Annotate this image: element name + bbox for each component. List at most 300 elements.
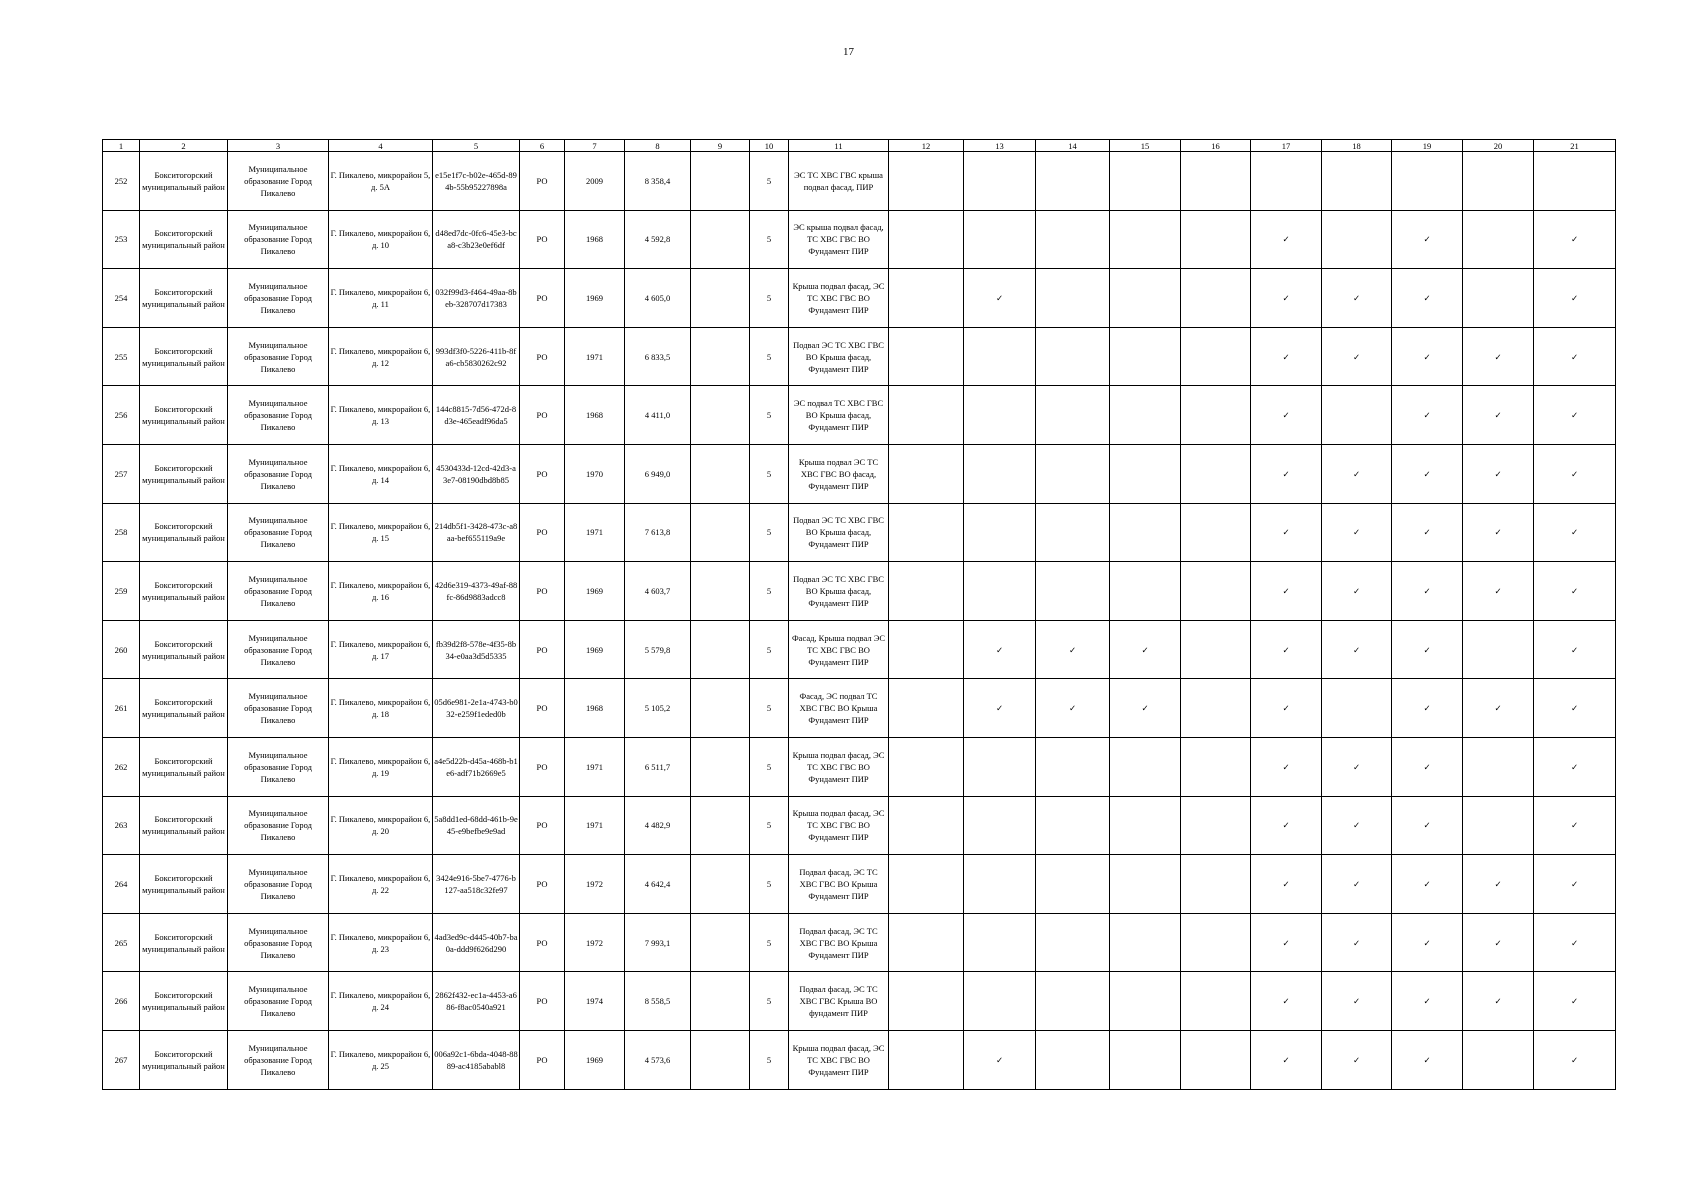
column-number-9: 9 [691, 140, 750, 152]
checkmark-icon: ✓ [1423, 644, 1431, 655]
fund-form-cell: РО [520, 444, 565, 503]
work-cell-col-21 [1534, 855, 1616, 914]
work-cell-col-16 [1181, 152, 1251, 211]
work-cell-col-18 [1322, 855, 1392, 914]
checkmark-icon: ✓ [1494, 703, 1502, 714]
work-cell-col-12 [889, 737, 964, 796]
work-cell-col-18 [1322, 269, 1392, 328]
work-cell-col-19 [1392, 503, 1463, 562]
work-cell-col-13 [964, 503, 1036, 562]
work-cell-col-15 [1110, 679, 1181, 738]
works-list-cell: Крыша подвал фасад, ЭС ТС ХВС ГВС ВО Фундамент ПИР [789, 269, 889, 328]
column-number-2: 2 [140, 140, 228, 152]
table-row [103, 444, 1616, 503]
work-cell-col-19 [1392, 327, 1463, 386]
build-year-cell: 1969 [565, 562, 625, 621]
work-cell-col-16 [1181, 327, 1251, 386]
checkmark-icon: ✓ [1423, 468, 1431, 479]
work-cell-col-21 [1534, 972, 1616, 1031]
work-cell-col-21 [1534, 269, 1616, 328]
checkmark-icon: ✓ [1068, 644, 1077, 655]
column-9-cell [691, 327, 750, 386]
fund-form-cell: РО [520, 1030, 565, 1089]
work-cell-col-14 [1036, 152, 1110, 211]
floors-cell: 5 [750, 796, 789, 855]
checkmark-icon: ✓ [1423, 878, 1431, 889]
address-cell: Г. Пикалево, микрорайон 6, д. 13 [329, 386, 433, 445]
work-cell-col-14 [1036, 444, 1110, 503]
checkmark-icon: ✓ [1570, 1054, 1579, 1065]
checkmark-icon: ✓ [1423, 937, 1431, 948]
work-cell-col-12 [889, 855, 964, 914]
address-cell: Г. Пикалево, микрорайон 6, д. 23 [329, 913, 433, 972]
work-cell-col-19 [1392, 972, 1463, 1031]
work-cell-col-15 [1110, 620, 1181, 679]
work-cell-col-13 [964, 386, 1036, 445]
work-cell-col-15 [1110, 972, 1181, 1031]
table-row [103, 737, 1616, 796]
total-area-cell: 4 482,9 [625, 796, 691, 855]
fund-form-cell: РО [520, 679, 565, 738]
table-row [103, 972, 1616, 1031]
total-area-cell: 4 642,4 [625, 855, 691, 914]
house-guid-cell: 3424e916-5be7-4776-b127-aa518c32fe97 [433, 855, 520, 914]
column-number-16: 16 [1181, 140, 1251, 152]
address-cell: Г. Пикалево, микрорайон 6, д. 24 [329, 972, 433, 1031]
checkmark-icon: ✓ [1570, 527, 1579, 538]
total-area-cell: 4 573,6 [625, 1030, 691, 1089]
works-list-cell: ЭС ТС ХВС ГВС крыша подвал фасад, ПИР [789, 152, 889, 211]
work-cell-col-13 [964, 269, 1036, 328]
house-guid-cell: 05d6e981-2e1a-4743-b032-e259f1eded0b [433, 679, 520, 738]
checkmark-icon: ✓ [1352, 644, 1361, 655]
row-number: 252 [103, 152, 140, 211]
work-cell-col-18 [1322, 620, 1392, 679]
checkmark-icon: ✓ [1570, 644, 1579, 655]
checkmark-icon: ✓ [1423, 820, 1431, 831]
checkmark-icon: ✓ [1423, 292, 1431, 303]
work-cell-col-17 [1251, 796, 1322, 855]
work-cell-col-21 [1534, 503, 1616, 562]
work-cell-col-15 [1110, 1030, 1181, 1089]
column-9-cell [691, 444, 750, 503]
checkmark-icon: ✓ [1282, 878, 1290, 889]
checkmark-icon: ✓ [1570, 585, 1579, 596]
column-number-4: 4 [329, 140, 433, 152]
works-list-cell: Подвал фасад, ЭС ТС ХВС ГВС ВО Крыша Фундамент ПИР [789, 913, 889, 972]
checkmark-icon: ✓ [1423, 1054, 1431, 1065]
municipality-cell: Муниципальное образование Город Пикалево [228, 444, 329, 503]
work-cell-col-12 [889, 972, 964, 1031]
work-cell-col-15 [1110, 269, 1181, 328]
works-list-cell: ЭС крыша подвал фасад, ТС ХВС ГВС ВО Фундамент ПИР [789, 210, 889, 269]
fund-form-cell: РО [520, 796, 565, 855]
address-cell: Г. Пикалево, микрорайон 5, д. 5А [329, 152, 433, 211]
checkmark-icon: ✓ [1570, 234, 1579, 245]
work-cell-col-16 [1181, 444, 1251, 503]
work-cell-col-12 [889, 1030, 964, 1089]
floors-cell: 5 [750, 444, 789, 503]
build-year-cell: 1971 [565, 737, 625, 796]
checkmark-icon: ✓ [995, 1054, 1004, 1065]
work-cell-col-20 [1463, 386, 1534, 445]
work-cell-col-14 [1036, 386, 1110, 445]
work-cell-col-17 [1251, 210, 1322, 269]
checkmark-icon: ✓ [1570, 878, 1579, 889]
fund-form-cell: РО [520, 972, 565, 1031]
work-cell-col-17 [1251, 737, 1322, 796]
checkmark-icon: ✓ [1352, 820, 1361, 831]
checkmark-icon: ✓ [1570, 820, 1579, 831]
table-row [103, 503, 1616, 562]
address-cell: Г. Пикалево, микрорайон 6, д. 16 [329, 562, 433, 621]
row-number: 258 [103, 503, 140, 562]
work-cell-col-20 [1463, 1030, 1534, 1089]
municipality-cell: Муниципальное образование Город Пикалево [228, 562, 329, 621]
house-guid-cell: 4530433d-12cd-42d3-a3e7-08190dbd8b85 [433, 444, 520, 503]
work-cell-col-18 [1322, 972, 1392, 1031]
works-list-cell: Подвал фасад, ЭС ТС ХВС ГВС Крыша ВО фундамент ПИР [789, 972, 889, 1031]
work-cell-col-21 [1534, 562, 1616, 621]
address-cell: Г. Пикалево, микрорайон 6, д. 19 [329, 737, 433, 796]
work-cell-col-14 [1036, 913, 1110, 972]
row-number: 262 [103, 737, 140, 796]
work-cell-col-14 [1036, 620, 1110, 679]
work-cell-col-21 [1534, 444, 1616, 503]
work-cell-col-19 [1392, 210, 1463, 269]
work-cell-col-12 [889, 269, 964, 328]
work-cell-col-20 [1463, 503, 1534, 562]
work-cell-col-17 [1251, 855, 1322, 914]
checkmark-icon: ✓ [1494, 468, 1502, 479]
fund-form-cell: РО [520, 503, 565, 562]
floors-cell: 5 [750, 855, 789, 914]
work-cell-col-17 [1251, 562, 1322, 621]
checkmark-icon: ✓ [1352, 527, 1361, 538]
work-cell-col-12 [889, 913, 964, 972]
table-row [103, 855, 1616, 914]
works-list-cell: Крыша подвал ЭС ТС ХВС ГВС ВО фасад, Фундамент ПИР [789, 444, 889, 503]
row-number: 253 [103, 210, 140, 269]
column-number-5: 5 [433, 140, 520, 152]
fund-form-cell: РО [520, 210, 565, 269]
address-cell: Г. Пикалево, микрорайон 6, д. 15 [329, 503, 433, 562]
works-list-cell: Подвал ЭС ТС ХВС ГВС ВО Крыша фасад, Фундамент ПИР [789, 562, 889, 621]
total-area-cell: 6 949,0 [625, 444, 691, 503]
work-cell-col-17 [1251, 152, 1322, 211]
work-cell-col-19 [1392, 562, 1463, 621]
column-number-17: 17 [1251, 140, 1322, 152]
checkmark-icon: ✓ [995, 703, 1004, 714]
work-cell-col-13 [964, 444, 1036, 503]
build-year-cell: 1971 [565, 503, 625, 562]
work-cell-col-12 [889, 210, 964, 269]
checkmark-icon: ✓ [1352, 761, 1361, 772]
district-cell: Бокситогорский муниципальный район [140, 562, 228, 621]
column-number-20: 20 [1463, 140, 1534, 152]
house-guid-cell: 144c8815-7d56-472d-8d3e-465eadf96da5 [433, 386, 520, 445]
checkmark-icon: ✓ [995, 292, 1004, 303]
work-cell-col-18 [1322, 913, 1392, 972]
house-guid-cell: a4e5d22b-d45a-468b-b1e6-adf71b2669e5 [433, 737, 520, 796]
column-number-10: 10 [750, 140, 789, 152]
floors-cell: 5 [750, 737, 789, 796]
work-cell-col-17 [1251, 327, 1322, 386]
work-cell-col-21 [1534, 386, 1616, 445]
build-year-cell: 1972 [565, 913, 625, 972]
work-cell-col-15 [1110, 386, 1181, 445]
address-cell: Г. Пикалево, микрорайон 6, д. 14 [329, 444, 433, 503]
checkmark-icon: ✓ [1423, 996, 1431, 1007]
work-cell-col-19 [1392, 1030, 1463, 1089]
works-list-cell: Крыша подвал фасад, ЭС ТС ХВС ГВС ВО Фундамент ПИР [789, 1030, 889, 1089]
work-cell-col-13 [964, 855, 1036, 914]
column-9-cell [691, 1030, 750, 1089]
build-year-cell: 1968 [565, 386, 625, 445]
work-cell-col-20 [1463, 679, 1534, 738]
table-row [103, 1030, 1616, 1089]
row-number: 265 [103, 913, 140, 972]
work-cell-col-18 [1322, 562, 1392, 621]
municipality-cell: Муниципальное образование Город Пикалево [228, 210, 329, 269]
works-list-cell: Фасад, ЭС подвал ТС ХВС ГВС ВО Крыша Фундамент ПИР [789, 679, 889, 738]
checkmark-icon: ✓ [1282, 468, 1290, 479]
address-cell: Г. Пикалево, микрорайон 6, д. 17 [329, 620, 433, 679]
table-row [103, 210, 1616, 269]
column-number-18: 18 [1322, 140, 1392, 152]
work-cell-col-12 [889, 679, 964, 738]
work-cell-col-15 [1110, 737, 1181, 796]
fund-form-cell: РО [520, 386, 565, 445]
row-number: 264 [103, 855, 140, 914]
column-9-cell [691, 913, 750, 972]
checkmark-icon: ✓ [1068, 703, 1077, 714]
column-number-14: 14 [1036, 140, 1110, 152]
table-row [103, 327, 1616, 386]
work-cell-col-13 [964, 210, 1036, 269]
checkmark-icon: ✓ [1570, 292, 1579, 303]
checkmark-icon: ✓ [1570, 761, 1579, 772]
work-cell-col-20 [1463, 620, 1534, 679]
work-cell-col-19 [1392, 913, 1463, 972]
column-9-cell [691, 855, 750, 914]
work-cell-col-17 [1251, 503, 1322, 562]
work-cell-col-14 [1036, 503, 1110, 562]
work-cell-col-15 [1110, 562, 1181, 621]
total-area-cell: 4 603,7 [625, 562, 691, 621]
checkmark-icon: ✓ [1494, 351, 1502, 362]
work-cell-col-16 [1181, 972, 1251, 1031]
total-area-cell: 5 105,2 [625, 679, 691, 738]
work-cell-col-16 [1181, 269, 1251, 328]
district-cell: Бокситогорский муниципальный район [140, 444, 228, 503]
work-cell-col-15 [1110, 210, 1181, 269]
work-cell-col-21 [1534, 152, 1616, 211]
build-year-cell: 1968 [565, 210, 625, 269]
municipality-cell: Муниципальное образование Город Пикалево [228, 855, 329, 914]
house-guid-cell: 214db5f1-3428-473c-a8aa-bef655119a9e [433, 503, 520, 562]
checkmark-icon: ✓ [1352, 937, 1361, 948]
district-cell: Бокситогорский муниципальный район [140, 737, 228, 796]
checkmark-icon: ✓ [1494, 878, 1502, 889]
build-year-cell: 1969 [565, 269, 625, 328]
work-cell-col-18 [1322, 503, 1392, 562]
work-cell-col-15 [1110, 327, 1181, 386]
work-cell-col-21 [1534, 913, 1616, 972]
column-9-cell [691, 269, 750, 328]
work-cell-col-17 [1251, 972, 1322, 1031]
row-number: 261 [103, 679, 140, 738]
floors-cell: 5 [750, 152, 789, 211]
work-cell-col-15 [1110, 503, 1181, 562]
floors-cell: 5 [750, 210, 789, 269]
work-cell-col-14 [1036, 679, 1110, 738]
work-cell-col-13 [964, 796, 1036, 855]
total-area-cell: 5 579,8 [625, 620, 691, 679]
checkmark-icon: ✓ [1352, 585, 1361, 596]
column-number-6: 6 [520, 140, 565, 152]
municipality-cell: Муниципальное образование Город Пикалево [228, 620, 329, 679]
row-number: 260 [103, 620, 140, 679]
table-row [103, 679, 1616, 738]
work-cell-col-16 [1181, 1030, 1251, 1089]
checkmark-icon: ✓ [1570, 468, 1579, 479]
work-cell-col-15 [1110, 444, 1181, 503]
work-cell-col-16 [1181, 679, 1251, 738]
checkmark-icon: ✓ [1282, 351, 1290, 362]
work-cell-col-18 [1322, 679, 1392, 738]
work-cell-col-18 [1322, 796, 1392, 855]
work-cell-col-14 [1036, 972, 1110, 1031]
work-cell-col-19 [1392, 152, 1463, 211]
work-cell-col-12 [889, 152, 964, 211]
checkmark-icon: ✓ [1352, 1054, 1361, 1065]
checkmark-icon: ✓ [1352, 996, 1361, 1007]
checkmark-icon: ✓ [1423, 410, 1431, 421]
floors-cell: 5 [750, 562, 789, 621]
works-list-cell: Крыша подвал фасад, ЭС ТС ХВС ГВС ВО Фундамент ПИР [789, 737, 889, 796]
build-year-cell: 2009 [565, 152, 625, 211]
work-cell-col-19 [1392, 444, 1463, 503]
work-cell-col-12 [889, 796, 964, 855]
work-cell-col-19 [1392, 796, 1463, 855]
work-cell-col-13 [964, 737, 1036, 796]
district-cell: Бокситогорский муниципальный район [140, 679, 228, 738]
work-cell-col-12 [889, 444, 964, 503]
checkmark-icon: ✓ [1282, 234, 1290, 245]
build-year-cell: 1969 [565, 620, 625, 679]
total-area-cell: 6 833,5 [625, 327, 691, 386]
checkmark-icon: ✓ [1352, 292, 1361, 303]
works-list-cell: Подвал ЭС ТС ХВС ГВС ВО Крыша фасад, Фундамент ПИР [789, 503, 889, 562]
municipality-cell: Муниципальное образование Город Пикалево [228, 327, 329, 386]
checkmark-icon: ✓ [1423, 703, 1431, 714]
works-list-cell: Фасад, Крыша подвал ЭС ТС ХВС ГВС ВО Фундамент ПИР [789, 620, 889, 679]
work-cell-col-15 [1110, 152, 1181, 211]
district-cell: Бокситогорский муниципальный район [140, 855, 228, 914]
checkmark-icon: ✓ [1423, 527, 1431, 538]
municipality-cell: Муниципальное образование Город Пикалево [228, 503, 329, 562]
district-cell: Бокситогорский муниципальный район [140, 1030, 228, 1089]
checkmark-icon: ✓ [1282, 761, 1290, 772]
municipality-cell: Муниципальное образование Город Пикалево [228, 152, 329, 211]
checkmark-icon: ✓ [1494, 585, 1502, 596]
municipality-cell: Муниципальное образование Город Пикалево [228, 972, 329, 1031]
build-year-cell: 1970 [565, 444, 625, 503]
build-year-cell: 1969 [565, 1030, 625, 1089]
total-area-cell: 7 613,8 [625, 503, 691, 562]
work-cell-col-16 [1181, 386, 1251, 445]
total-area-cell: 4 411,0 [625, 386, 691, 445]
work-cell-col-19 [1392, 737, 1463, 796]
work-cell-col-14 [1036, 269, 1110, 328]
work-cell-col-18 [1322, 1030, 1392, 1089]
municipality-cell: Муниципальное образование Город Пикалево [228, 1030, 329, 1089]
work-cell-col-16 [1181, 620, 1251, 679]
work-cell-col-19 [1392, 679, 1463, 738]
work-cell-col-17 [1251, 386, 1322, 445]
house-guid-cell: 032f99d3-f464-49aa-8beb-328707d17383 [433, 269, 520, 328]
work-cell-col-20 [1463, 210, 1534, 269]
house-guid-cell: 42d6e319-4373-49af-88fc-86d9883adcc8 [433, 562, 520, 621]
checkmark-icon: ✓ [1494, 996, 1502, 1007]
work-cell-col-16 [1181, 913, 1251, 972]
column-9-cell [691, 796, 750, 855]
works-list-cell: Подвал ЭС ТС ХВС ГВС ВО Крыша фасад, Фундамент ПИР [789, 327, 889, 386]
total-area-cell: 6 511,7 [625, 737, 691, 796]
build-year-cell: 1971 [565, 327, 625, 386]
checkmark-icon: ✓ [1282, 996, 1290, 1007]
checkmark-icon: ✓ [1282, 937, 1290, 948]
work-cell-col-16 [1181, 210, 1251, 269]
column-number-11: 11 [789, 140, 889, 152]
total-area-cell: 4 592,8 [625, 210, 691, 269]
floors-cell: 5 [750, 269, 789, 328]
checkmark-icon: ✓ [1494, 937, 1502, 948]
checkmark-icon: ✓ [1282, 644, 1290, 655]
house-guid-cell: 006a92c1-6bda-4048-8889-ac4185ababl8 [433, 1030, 520, 1089]
works-list-cell: Подвал фасад, ЭС ТС ХВС ГВС ВО Крыша Фундамент ПИР [789, 855, 889, 914]
municipality-cell: Муниципальное образование Город Пикалево [228, 269, 329, 328]
work-cell-col-15 [1110, 796, 1181, 855]
build-year-cell: 1972 [565, 855, 625, 914]
checkmark-icon: ✓ [1423, 351, 1431, 362]
municipality-cell: Муниципальное образование Город Пикалево [228, 913, 329, 972]
checkmark-icon: ✓ [1494, 410, 1502, 421]
checkmark-icon: ✓ [1352, 878, 1361, 889]
district-cell: Бокситогорский муниципальный район [140, 210, 228, 269]
work-cell-col-18 [1322, 386, 1392, 445]
column-number-15: 15 [1110, 140, 1181, 152]
work-cell-col-14 [1036, 737, 1110, 796]
work-cell-col-21 [1534, 796, 1616, 855]
work-cell-col-21 [1534, 327, 1616, 386]
work-cell-col-17 [1251, 1030, 1322, 1089]
work-cell-col-12 [889, 562, 964, 621]
work-cell-col-19 [1392, 855, 1463, 914]
work-cell-col-18 [1322, 210, 1392, 269]
fund-form-cell: РО [520, 913, 565, 972]
column-number-1: 1 [103, 140, 140, 152]
column-number-19: 19 [1392, 140, 1463, 152]
district-cell: Бокситогорский муниципальный район [140, 386, 228, 445]
column-number-13: 13 [964, 140, 1036, 152]
floors-cell: 5 [750, 913, 789, 972]
row-number: 267 [103, 1030, 140, 1089]
municipality-cell: Муниципальное образование Город Пикалево [228, 737, 329, 796]
checkmark-icon: ✓ [1282, 527, 1290, 538]
work-cell-col-20 [1463, 737, 1534, 796]
